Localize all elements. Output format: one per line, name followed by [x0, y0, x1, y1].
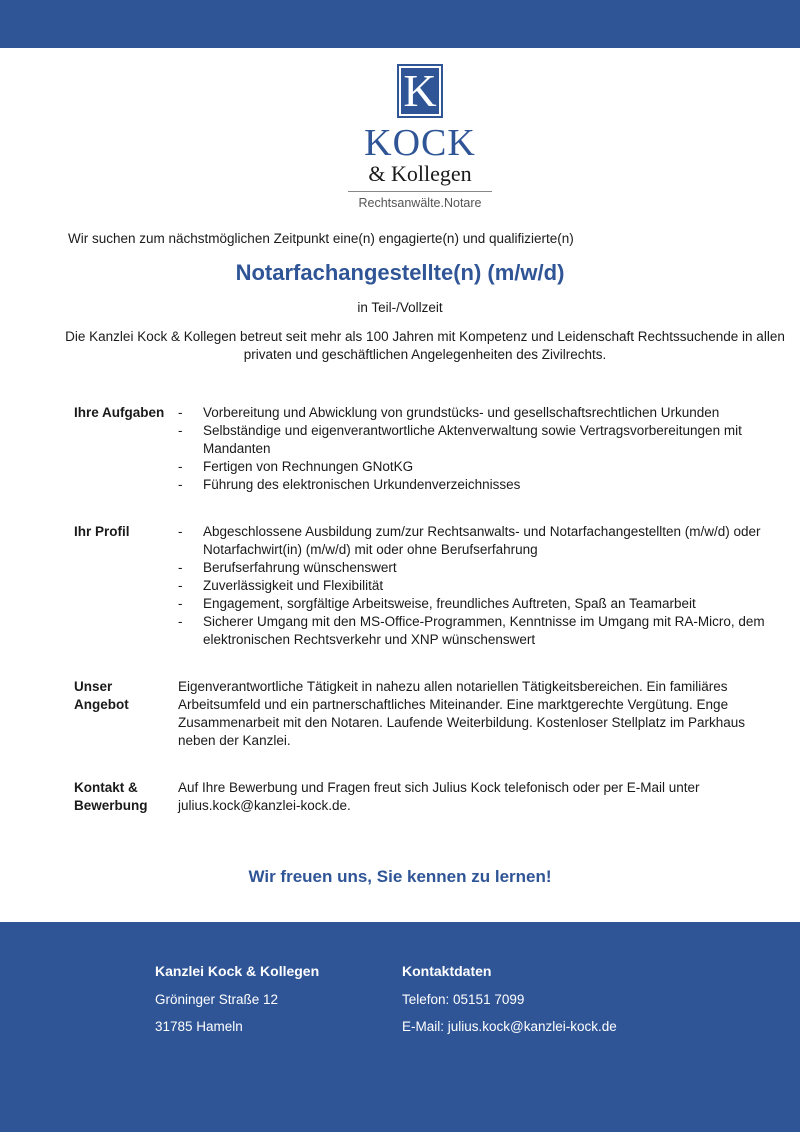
logo-sub: & Kollegen [368, 161, 472, 186]
company-logo [346, 64, 494, 211]
list-item: - Selbständige und eigenverantwortliche Aktenverwaltung sowie Vertragsvorbereitungen mit Mandanten [178, 422, 768, 458]
list-item: - Vorbereitung und Abwicklung von grundstücks- und gesellschaftsrechtlichen Urkunden [178, 404, 768, 422]
logo-divider [348, 191, 492, 192]
job-subtitle: in Teil-/Vollzeit [357, 300, 443, 315]
intro-text: Wir suchen zum nächstmöglichen Zeitpunkt eine(n) engagierte(n) und qualifizierte(n) [68, 231, 574, 246]
label-line: Kontakt & [74, 780, 138, 795]
list-item: - Berufserfahrung wünschenswert [178, 559, 768, 577]
list-item: - Zuverlässigkeit und Flexibilität [178, 577, 768, 595]
footer-address [155, 962, 319, 1045]
top-banner [0, 0, 800, 48]
logo-tagline: Rechtsanwälte.Notare [358, 196, 482, 210]
job-title: Notarfachangestellte(n) (m/w/d) [235, 260, 565, 285]
section-label-profil: Ihr Profil [74, 524, 130, 539]
list-item: - Führung des elektronischen Urkundenverzeichnisses [178, 476, 768, 494]
label-line: Bewerbung [74, 798, 148, 813]
angebot-text: Eigenverantwortliche Tätigkeit in nahezu allen notariellen Tätigkeitsbereichen. Ein familiäres Arbeitsumfeld und ein partnerschaftliches Miteinander. Eine marktgerechte Vergütung. Enge Zusammenarbeit mit den Notaren. Laufende Weiterbildung. Kostenloser Stellplatz im Parkhaus neben der Kanzlei. [178, 679, 746, 748]
kontakt-text: Auf Ihre Bewerbung und Fragen freut sich Julius Kock telefonisch oder per E-Mail unter julius.kock@kanzlei-kock.de. [178, 780, 700, 813]
label-line: Angebot [74, 697, 129, 712]
section-label-kontakt [74, 779, 174, 815]
list-item: - Abgeschlossene Ausbildung zum/zur Rechtsanwalts- und Notarfachangestellten (m/w/d) oder Notarfachwirt(in) (m/w/d) mit oder ohne Berufserfahrung [178, 523, 768, 559]
section-label-angebot [74, 678, 174, 714]
aufgaben-list [178, 404, 768, 494]
footer-street: Gröninger Straße 12 [155, 992, 279, 1007]
footer-contact-heading: Kontaktdaten [402, 963, 492, 979]
list-item: - Fertigen von Rechnungen GNotKG [178, 458, 768, 476]
label-line: Unser [74, 679, 113, 694]
profil-list [178, 523, 768, 649]
footer-phone: Telefon: 05151 7099 [402, 992, 525, 1007]
company-description: Die Kanzlei Kock & Kollegen betreut seit mehr als 100 Jahren mit Kompetenz und Leidenschaft Rechtssuchende in allen privaten und geschäftlichen Angelegenheiten des Zivilrechts. [65, 329, 785, 362]
footer-city: 31785 Hameln [155, 1019, 243, 1034]
footer [0, 922, 800, 1132]
section-label-aufgaben: Ihre Aufgaben [74, 405, 165, 420]
logo-letter: K [397, 64, 443, 118]
footer-company-heading: Kanzlei Kock & Kollegen [155, 963, 320, 979]
list-item: - Engagement, sorgfältige Arbeitsweise, freundliches Auftreten, Spaß an Teamarbeit [178, 595, 768, 613]
logo-name: KOCK [364, 122, 476, 164]
footer-contact [402, 962, 617, 1045]
footer-email[interactable]: E-Mail: julius.kock@kanzlei-kock.de [402, 1019, 617, 1034]
closing-line: Wir freuen uns, Sie kennen zu lernen! [248, 867, 552, 886]
list-item: - Sicherer Umgang mit den MS-Office-Programmen, Kenntnisse im Umgang mit RA-Micro, dem elektronischen Rechtsverkehr und XNP wünschenswert [178, 613, 768, 649]
